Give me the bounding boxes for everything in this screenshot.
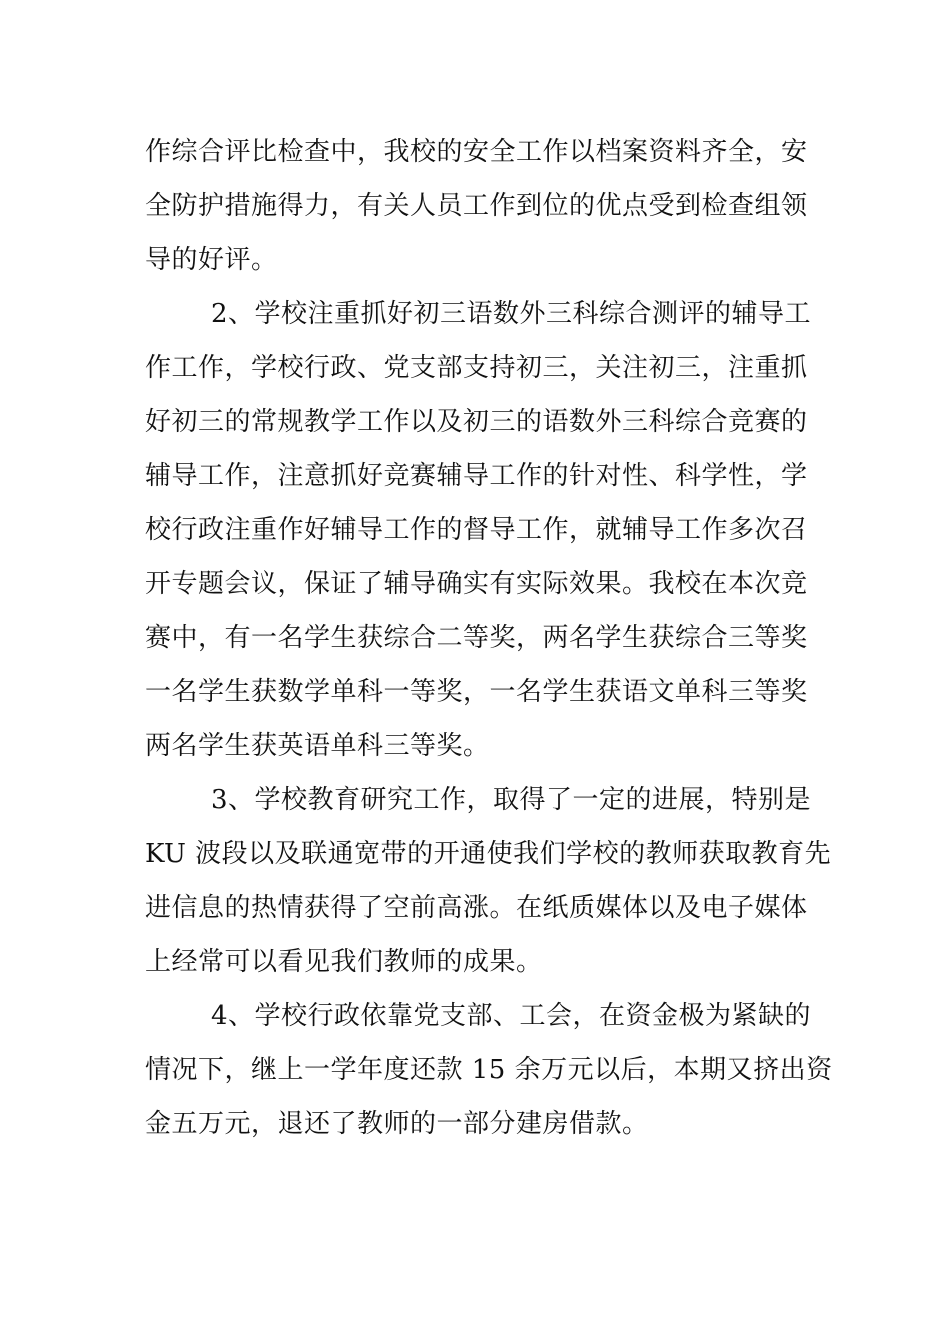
paragraph-2 <box>145 287 812 773</box>
text-line: 情况下，继上一学年度还款 15 余万元以后，本期又挤出资 <box>145 1055 833 1085</box>
document-body <box>145 125 833 1151</box>
paragraph-1 <box>145 125 808 287</box>
text-line: 开专题会议，保证了辅导确实有实际效果。我校在本次竞 <box>145 569 808 599</box>
text-line: 4、学校行政依靠党支部、工会，在资金极为紧缺的 <box>211 1001 812 1031</box>
text-line: 进信息的热情获得了空前高涨。在纸质媒体以及电子媒体 <box>145 893 808 923</box>
text-line: KU 波段以及联通宽带的开通使我们学校的教师获取教育先 <box>145 839 832 869</box>
text-line: 两名学生获英语单科三等奖。 <box>145 731 490 761</box>
paragraph-3 <box>145 773 832 989</box>
text-line: 作综合评比检查中，我校的安全工作以档案资料齐全，安 <box>145 137 808 167</box>
text-line: 3、学校教育研究工作，取得了一定的进展，特别是 <box>211 785 812 815</box>
text-line: 作工作，学校行政、党支部支持初三，关注初三，注重抓 <box>145 353 808 383</box>
text-line: 好初三的常规教学工作以及初三的语数外三科综合竞赛的 <box>145 407 808 437</box>
text-line: 辅导工作，注意抓好竞赛辅导工作的针对性、科学性，学 <box>145 461 808 491</box>
text-line: 全防护措施得力，有关人员工作到位的优点受到检查组领 <box>145 191 808 221</box>
text-line: 上经常可以看见我们教师的成果。 <box>145 947 543 977</box>
text-line: 导的好评。 <box>145 245 278 275</box>
paragraph-4 <box>145 989 833 1151</box>
text-line: 赛中，有一名学生获综合二等奖，两名学生获综合三等奖 <box>145 623 808 653</box>
text-line: 金五万元，退还了教师的一部分建房借款。 <box>145 1109 649 1139</box>
text-line: 校行政注重作好辅导工作的督导工作，就辅导工作多次召 <box>145 515 808 545</box>
text-line: 2、学校注重抓好初三语数外三科综合测评的辅导工 <box>211 299 812 329</box>
text-line: 一名学生获数学单科一等奖，一名学生获语文单科三等奖 <box>145 677 808 707</box>
